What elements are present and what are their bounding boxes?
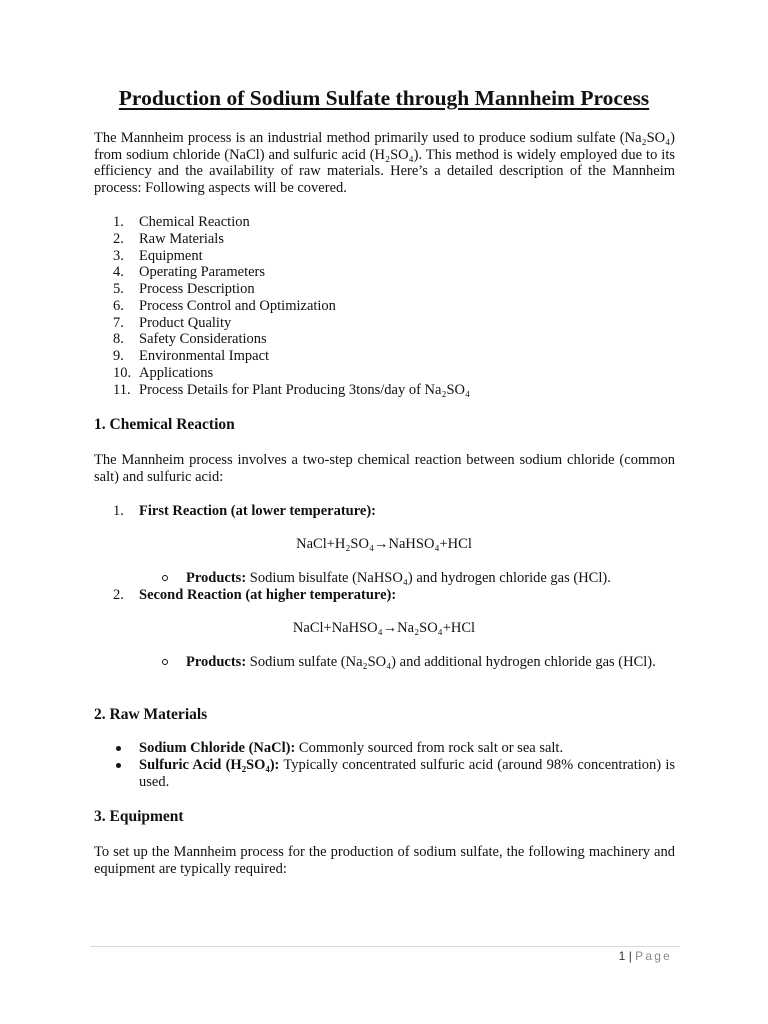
products-second-reaction: Products: Sodium sulfate (Na₂SO₄) and additional hydrogen chloride gas (HCl). [186,654,656,670]
intro-paragraph: The Mannheim process is an industrial method primarily used to produce sodium sulfate (Na₂SO₄) from sodium chloride (NaCl) and sulfuric acid (H₂SO₄). This method is widely employed due to its efficiency and the availability of raw materials. Here’s a detailed description of the Mannheim process: Following aspects will be covered. [94,130,675,196]
document-title: Production of Sodium Sulfate through Mannheim Process [118,86,650,110]
raw-material-item: Sodium Chloride (NaCl): Commonly sourced from rock salt or sea salt. [139,740,564,756]
equation-second-reaction: NaCl+NaHSO₄→Na₂SO₄+HCl [292,620,476,636]
products-first-reaction: Products: Sodium bisulfate (NaHSO₄) and hydrogen chloride gas (HCl). [186,570,611,586]
circle-bullet-icon [162,659,168,665]
footer-separator: | [628,949,632,963]
bullet-icon [116,746,121,751]
bullet-icon [116,763,121,768]
section1-intro: The Mannheim process involves a two-step chemical reaction between sodium chloride (common salt) and sulfuric acid: [94,452,675,485]
section-heading-chemical-reaction: 1. Chemical Reaction [94,416,235,433]
footer-divider [90,946,680,947]
section3-intro: To set up the Mannheim process for the production of sodium sulfate, the following machinery and equipment are typically required: [94,844,675,877]
section-heading-equipment: 3. Equipment [94,808,184,825]
equation-first-reaction: NaCl+H₂SO₄→NaHSO₄+HCl [296,536,472,552]
document-page: Production of Sodium Sulfate through Mannheim Process The Mannheim process is an industrial method primarily used to produce sodium sulfate (Na₂SO₄) from sodium chloride (NaCl) and sulfuric acid (H₂SO₄). This method is widely employed due to its efficiency and the availability of raw materials. Here’s a detailed description of the Mannheim process: Following aspects will be covered. 1. Chemical Reaction 2. Raw Materials 3. Equipment 4. Operating Parameters 5. Process Description 6. Process Control and Optimization 7. Product Quality 8. Safety Considerations 9. Environmental Impact 10. Applications 11. Process Details for Plant Producing 3tons/day of Na₂SO₄ 1. Chemical Reaction The Mannheim process involves a two-step chemical reaction between sodium chloride (common salt) and sulfuric acid: 1. First Reaction (at lower temperature): NaCl+H₂SO₄→NaHSO₄+HCl Products: Sodium bisulfate (NaHSO₄) and hydrogen chloride gas (HCl). 2. Second Reaction (at higher temperature): NaCl+NaHSO₄→Na₂SO₄+HCl Products: Sodium sulfate (Na₂SO₄) and additional hydrogen chloride gas (HCl). 2. Raw Materials Sodium Chloride (NaCl): Commonly sourced from rock salt or sea salt. Sulfuric Acid (H₂SO₄): Typically concentrated sulfuric acid (around 98% concentration) is used. 3. Equipment To set up the Mannheim process for the production of sodium sulfate, the following machinery and equipment are typically required: 1 | Page [0,0,768,1024]
page-label: Page [635,949,672,963]
circle-bullet-icon [162,575,168,581]
page-footer [619,949,672,963]
raw-material-item: Sulfuric Acid (H₂SO₄): Typically concentrated sulfuric acid (around 98% concentration) is used. [139,757,675,790]
section-heading-raw-materials: 2. Raw Materials [94,706,208,723]
page-number: 1 [618,949,626,963]
